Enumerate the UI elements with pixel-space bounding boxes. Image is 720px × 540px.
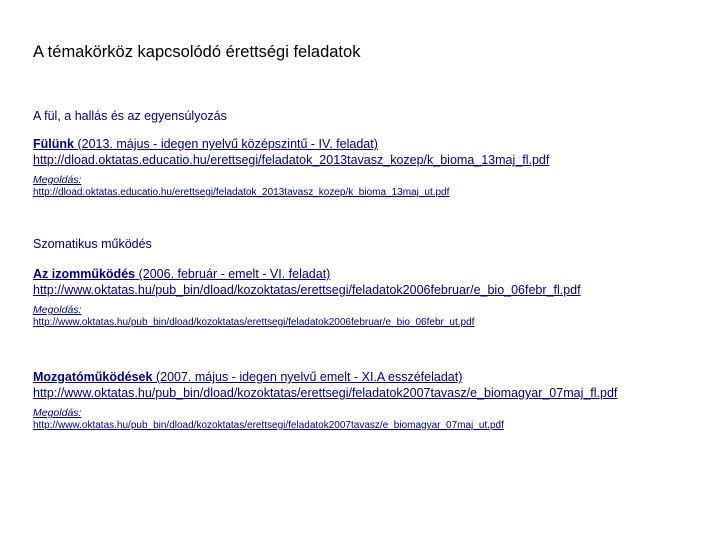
entry-fulunk: [33, 136, 713, 199]
solution-url-link[interactable]: http://www.oktatas.hu/pub_bin/dload/kozoktatas/erettsegi/feladatok2007tavasz/e_biomagyar_07maj_ut.pdf: [33, 420, 504, 431]
task-url-link[interactable]: http://dload.oktatas.educatio.hu/erettsegi/feladatok_2013tavasz_kozep/k_bioma_13maj_fl.pdf: [33, 153, 550, 167]
solution-url-link[interactable]: http://dload.oktatas.educatio.hu/erettsegi/feladatok_2013tavasz_kozep/k_bioma_13maj_ut.pdf: [33, 187, 450, 198]
task-url-link[interactable]: http://www.oktatas.hu/pub_bin/dload/kozoktatas/erettsegi/feladatok2006februar/e_bio_06febr_fl.pdf: [33, 283, 581, 297]
task-details: (2006. február - emelt - VI. feladat): [138, 267, 331, 281]
task-name: Fülünk: [33, 137, 74, 151]
section-heading-somatic: Szomatikus működés: [33, 237, 152, 251]
solution-label: Megoldás:: [33, 407, 82, 419]
task-details: (2007. május - idegen nyelvű emelt - XI.A esszéfeladat): [155, 370, 463, 384]
entry-izomm: [33, 266, 713, 329]
solution-label: Megoldás:: [33, 174, 82, 186]
task-name: Az izomműködés: [33, 267, 136, 281]
task-name: Mozgatóműködések: [33, 370, 153, 384]
task-link-mozgato[interactable]: [33, 369, 713, 385]
solution-label: Megoldás:: [33, 304, 82, 316]
task-url-link[interactable]: http://www.oktatas.hu/pub_bin/dload/kozoktatas/erettsegi/feladatok2007tavasz/e_biomagyar_07maj_fl.pdf: [33, 386, 618, 400]
solution-url-link[interactable]: http://www.oktatas.hu/pub_bin/dload/kozoktatas/erettsegi/feladatok2006februar/e_bio_06febr_ut.pdf: [33, 317, 475, 328]
task-details: (2013. május - idegen nyelvű középszintű - IV. feladat): [77, 137, 378, 151]
page-title: A témakörköz kapcsolódó érettségi feladatok: [33, 43, 361, 61]
task-link-izomm[interactable]: [33, 266, 713, 282]
entry-mozgato: [33, 369, 713, 432]
task-link-fulunk[interactable]: [33, 136, 713, 152]
section-heading-hearing: A fül, a hallás és az egyensúlyozás: [33, 109, 227, 123]
